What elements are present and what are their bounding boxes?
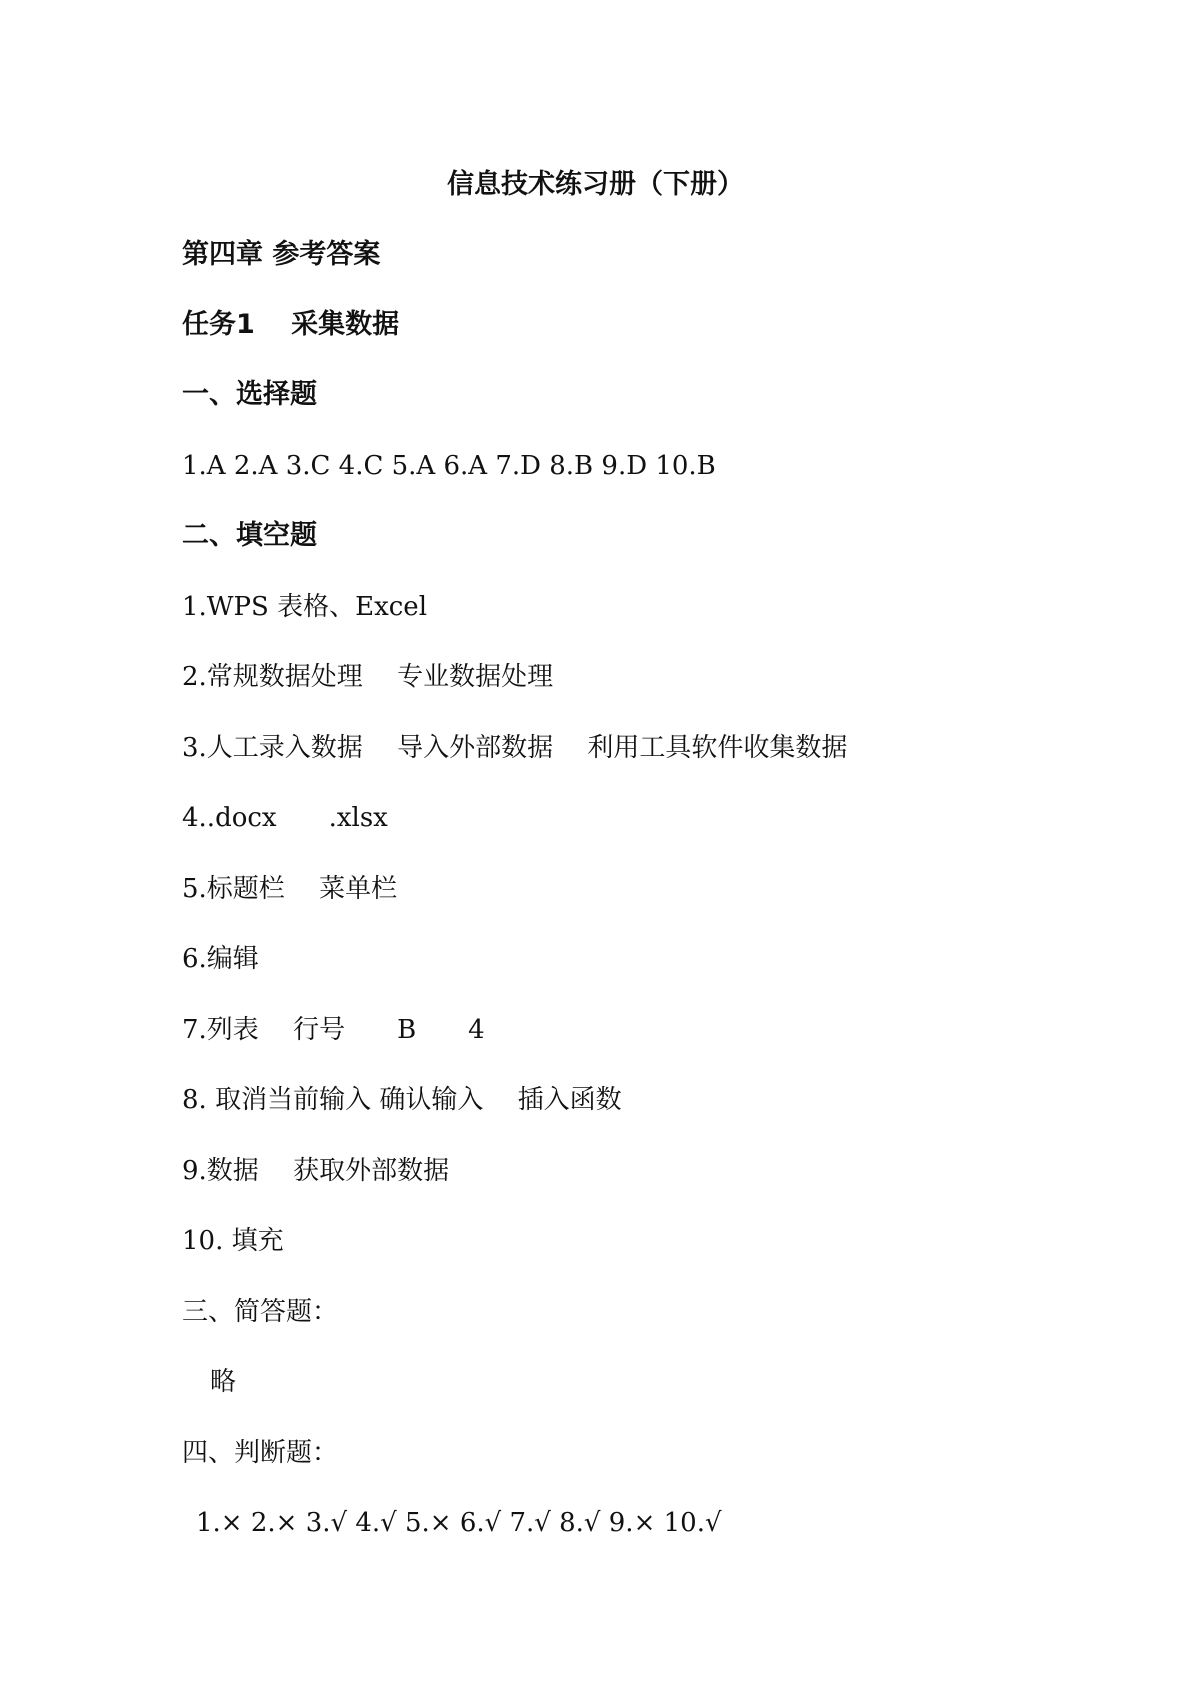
section4-answers: 1.× 2.× 3.√ 4.√ 5.× 6.√ 7.√ 8.√ 9.× 10.√ — [196, 1508, 722, 1538]
section1-answers: 1.A 2.A 3.C 4.C 5.A 6.A 7.D 8.B 9.D 10.B — [182, 451, 716, 481]
section3-body: 略 — [210, 1367, 237, 1397]
section2-item: 8. 取消当前输入 确认输入 插入函数 — [182, 1085, 622, 1115]
section1-heading: 一、选择题 — [182, 379, 317, 410]
section2-item: 7.列表 行号 B 4 — [182, 1015, 485, 1045]
chapter-heading: 第四章 参考答案 — [182, 239, 381, 270]
section2-item: 6.编辑 — [182, 944, 259, 974]
section2-heading: 二、填空题 — [182, 520, 317, 551]
section2-item: 5.标题栏 菜单栏 — [182, 874, 398, 904]
section4-heading: 四、判断题： — [182, 1438, 339, 1468]
section2-item: 9.数据 获取外部数据 — [182, 1156, 450, 1186]
section3-heading: 三、简答题： — [182, 1297, 339, 1327]
section2-item: 1.WPS 表格、Excel — [182, 592, 428, 622]
section2-item: 4..docx .xlsx — [182, 803, 388, 833]
task-heading: 任务1 采集数据 — [182, 309, 400, 340]
document-title: 信息技术练习册（下册） — [447, 169, 744, 200]
section2-item: 3.人工录入数据 导入外部数据 利用工具软件收集数据 — [182, 733, 848, 763]
section2-item: 10. 填充 — [182, 1226, 284, 1256]
section2-item: 2.常规数据处理 专业数据处理 — [182, 662, 554, 692]
